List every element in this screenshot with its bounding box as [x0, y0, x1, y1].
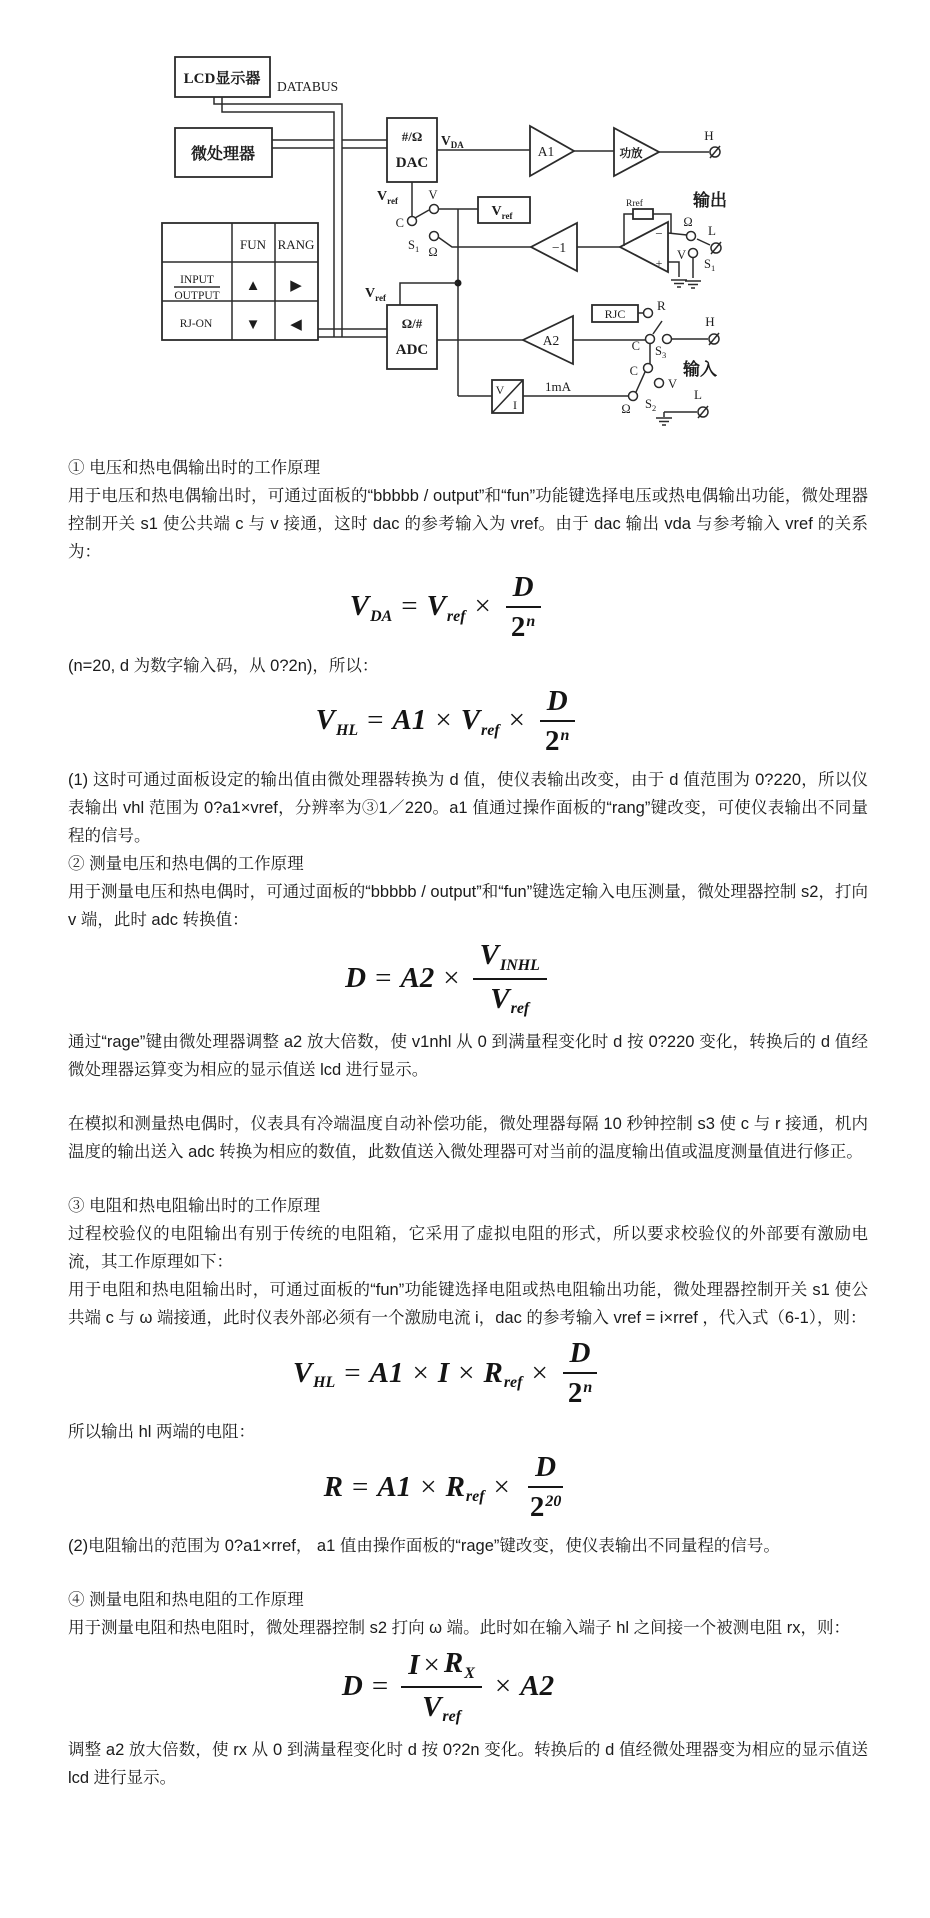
output-signal-path: [437, 126, 720, 176]
up-arrow-key-icon: ▲: [245, 278, 261, 294]
output-label: OUTPUT: [174, 290, 220, 302]
para-measure-resistance: 用于测量电阻和热电阻时，微处理器控制 s2 打向 ω 端。此时如在输入端子 hl 之间接一个被测电阻 rx，则：: [68, 1619, 850, 1638]
input-label: INPUT: [180, 274, 214, 286]
power-amp-label: 功放: [619, 148, 643, 160]
circuit-block-diagram: [0, 0, 930, 440]
r-contact-label: R: [657, 298, 666, 313]
opamp-minus-label: −: [655, 226, 663, 241]
databus-label: DATABUS: [277, 79, 339, 94]
ground-icon: [671, 280, 687, 287]
s1-switch: [377, 182, 439, 259]
vi-i-label: I: [513, 398, 517, 412]
s2-ohm-contact-label: Ω: [621, 402, 631, 416]
formula-vda: VDA = Vref × $\frac{D}{2^n}$: [68, 572, 828, 642]
s1-v-contact-label: V: [428, 188, 438, 202]
para-rage-adjust: 通过“rage”键由微处理器调整 a2 放大倍数，使 v1nhl 从 0 到满量程变化时 d 按 0?220 变化，转换后的 d 值经微处理器运算变为相应的显示值送 lcd 进行显示。: [68, 1032, 868, 1079]
dac-label: DAC: [395, 155, 429, 171]
input-section-label: 输入: [683, 360, 717, 379]
para-cold-junction: 在模拟和测量热电偶时，仪表具有冷端温度自动补偿功能，微处理器每隔 10 秒钟控制 s3 使 c 与 r 接通，机内温度的输出送入 adc 转换为相应的数值，此数值送入微处理器可对当前的温度输出值或温度测量值进行修正。: [68, 1115, 868, 1162]
h-input-terminal-icon: [709, 333, 719, 345]
para-voltage-output: 用于电压和热电偶输出时，可通过面板的“bbbbb / output”和“fun”功能键选择电压或热电偶输出功能，微处理器控制开关 s1 使公共端 c 与 v 接通，这时 dac 的参考输入为 vref。由于 dac 输出 vda 与参考输入 vref 的关系为：: [68, 487, 868, 562]
adc-mode-label: Ω/#: [401, 316, 423, 331]
rj-on-label: RJ-ON: [179, 318, 213, 330]
output-section-label: 输出: [693, 191, 727, 210]
l-terminal-label: L: [708, 223, 716, 238]
one-ma-label: 1mA: [545, 379, 571, 394]
lcd-label: LCD显示器: [183, 71, 261, 87]
right-arrow-key-icon: ▶: [290, 278, 302, 294]
v-i-converter-box: [458, 379, 629, 413]
keypad-table: [162, 223, 318, 340]
heading-2: ② 测量电压和热电偶的工作原理: [68, 855, 304, 874]
down-arrow-key-icon: ▼: [245, 317, 261, 333]
s1-ohm-contact-label: Ω: [428, 245, 438, 259]
vda-label: $V_{DA}$: [441, 133, 464, 150]
vref-label-dac: $V_{ref}$: [377, 189, 398, 206]
para-a2-adjust: 调整 a2 放大倍数，使 rx 从 0 到满量程变化时 d 按 0?2n 变化。转换后的 d 值经微处理器变为相应的显示值送 lcd 进行显示。: [68, 1740, 868, 1787]
a1-label: A1: [537, 144, 555, 159]
vi-v-label: V: [495, 383, 505, 397]
h-terminal-label: H: [704, 128, 714, 143]
vref-label-adc: $V_{ref}$: [365, 286, 386, 303]
formula-r: R = A1 × Rref × $\frac{D}{2^{20}}$: [323, 1451, 562, 1523]
h-input-label: H: [705, 314, 715, 329]
para-measure-voltage: 用于测量电压和热电偶时，可通过面板的“bbbbb / output”和“fun”键选定输入电压测量，微处理器控制 s2，打向 v 端，此时 adc 转换值：: [68, 883, 868, 930]
para-resistance-output: 用于电阻和热电阻输出时，可通过面板的“fun”功能键选择电阻或热电阻输出功能，微处理器控制开关 s1 使公共端 c 与 ω 端接通，此时仪表外部必须有一个激励电流 i，dac 的参考输入 vref = i×rref ，代入式（6-1），则：: [68, 1281, 868, 1328]
neg1-label: −1: [551, 240, 567, 255]
rref-resistor: [633, 209, 653, 219]
out-v-contact-label: V: [676, 248, 686, 262]
heading-4: ④ 测量电阻和热电阻的工作原理: [68, 1591, 304, 1610]
rref-label: Rref: [626, 199, 643, 209]
output-s1-label: $S_1$: [704, 257, 716, 273]
l-output-terminal-icon: [711, 242, 721, 254]
opamp-plus-label: +: [655, 256, 663, 270]
input-signal-path: [437, 298, 719, 425]
vref-box-label: $V_{ref}$: [491, 204, 513, 221]
formula-d-rx: D = I × RX Vref × A2: [341, 1647, 555, 1726]
para-n-note: (n=20, d 为数字输入码，从 0?2n)，所以：: [68, 657, 379, 676]
s1-label: $S_1$: [408, 238, 420, 254]
formula-vhl: VHL = A1 × Vref × $\frac{D}{2^n}$: [68, 686, 828, 756]
para-hl-resistance: 所以输出 hl 两端的电阻：: [68, 1423, 256, 1442]
a2-label: A2: [542, 333, 560, 348]
para-virtual-resistance: 过程校验仪的电阻输出有别于传统的电阻箱，它采用了虚拟电阻的形式，所以要求校验仪的外部要有激励电流，其工作原理如下：: [68, 1225, 868, 1272]
s2-c-label: C: [629, 364, 638, 378]
rang-key-header: RANG: [277, 237, 315, 252]
adc-label: ADC: [395, 342, 429, 358]
s3-label: $S_3$: [655, 344, 667, 360]
lcd-display-box: [175, 57, 270, 97]
l-input-terminal-icon: [698, 406, 708, 418]
mcu-label: 微处理器: [190, 146, 256, 163]
dac-mode-label: #/Ω: [401, 129, 423, 144]
left-arrow-key-icon: ◀: [290, 317, 302, 333]
para-resistance-range: (2)电阻输出的范围为 0?a1×rref， a1 值由操作面板的“rage”键改变，使仪表输出不同量程的信号。: [68, 1537, 780, 1556]
vref-reference-node: [438, 197, 530, 396]
formula-vhl-resistance: VHL = A1 × I × Rref × $\frac{D}{2^n}$: [68, 1338, 828, 1408]
heading-3: ③ 电阻和热电阻输出时的工作原理: [68, 1197, 321, 1216]
fun-key-header: FUN: [239, 237, 267, 252]
s1-common-c-label: C: [395, 216, 404, 230]
out-ohm-contact-label: Ω: [683, 215, 693, 229]
ground-icon: [685, 281, 701, 288]
inverter-opamp-stage: [438, 190, 727, 288]
heading-1: ① 电压和热电偶输出时的工作原理: [68, 459, 321, 477]
ground-icon: [656, 418, 672, 425]
rjc-label: RJC: [604, 307, 626, 321]
h-output-terminal-icon: [710, 146, 720, 158]
microprocessor-box: [175, 128, 272, 177]
para-output-range: (1) 这时可通过面板设定的输出值由微处理器转换为 d 值，使仪表输出改变，由于 d 值范围为 0?220，所以仪表输出 vhl 范围为 0?a1×vref，分辨率为③1／220。a1 值通过操作面板的“rang”键改变，可使仪表输出不同量程的信号。: [68, 770, 868, 846]
adc-box: [365, 283, 458, 369]
l-input-label: L: [694, 387, 702, 402]
s2-v-contact-label: V: [668, 377, 678, 391]
s3-common-c-label: C: [631, 339, 640, 353]
dac-box: [387, 118, 437, 182]
document-body: [0, 440, 930, 1812]
formula-d-adc: D = A2 × VINHL Vref: [68, 940, 828, 1018]
s2-label: $S_2$: [645, 397, 657, 413]
